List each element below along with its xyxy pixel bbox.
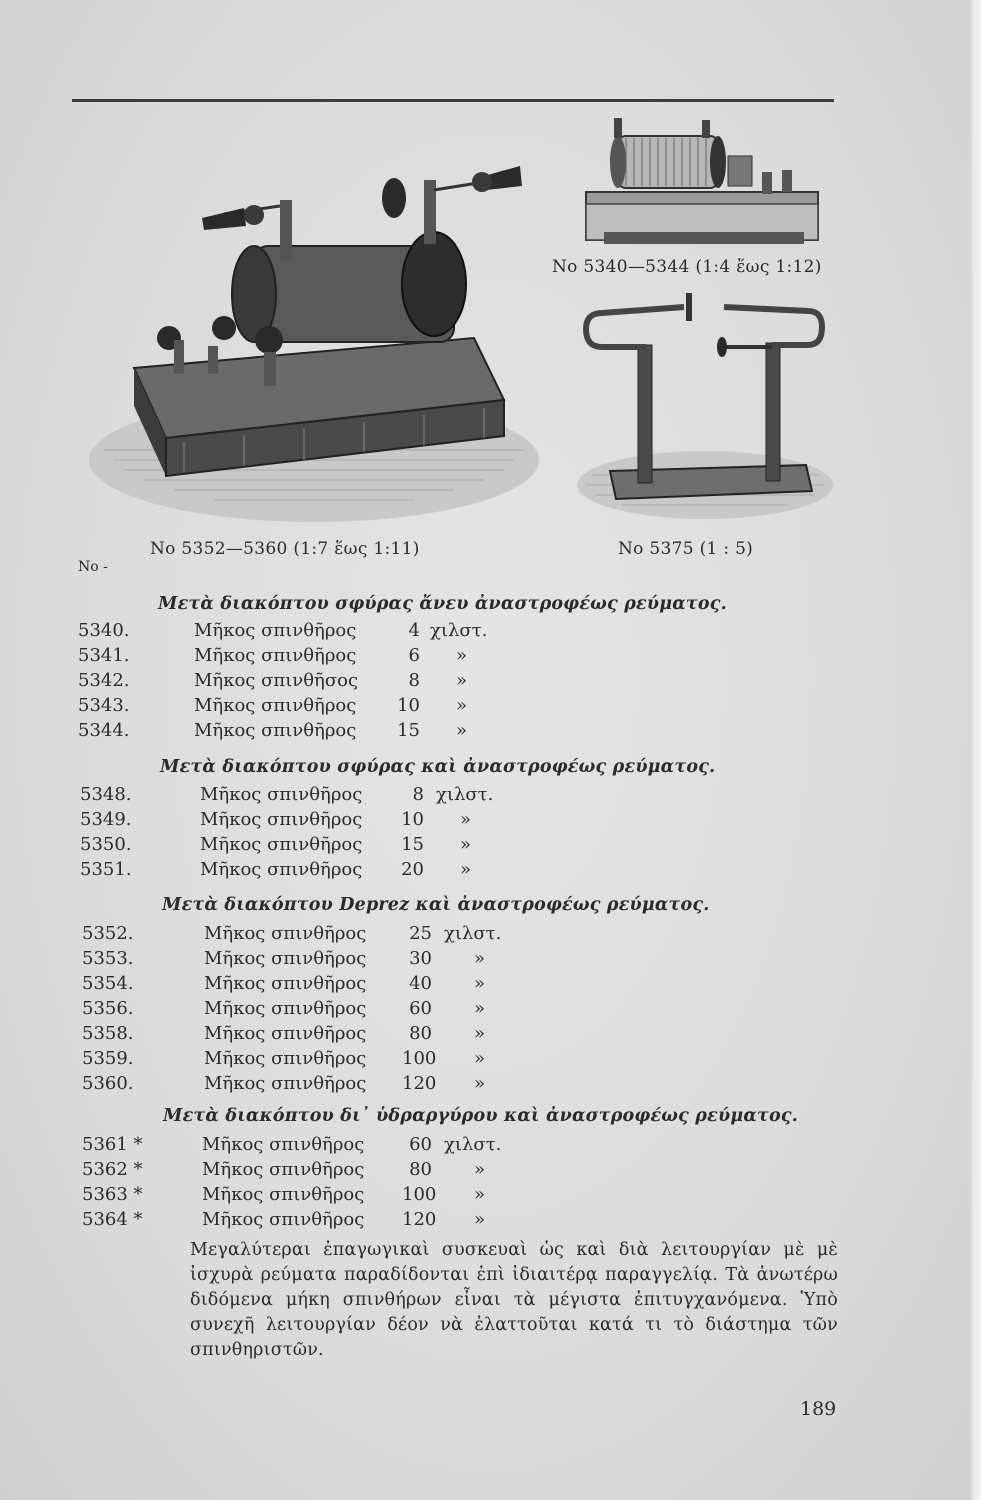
item-spark-length: 80 [409, 1159, 432, 1180]
item-spark-length: 120 [402, 1073, 437, 1094]
item-unit: » [456, 695, 468, 716]
item-description: Μῆκος σπινθῆρος [204, 1073, 367, 1094]
item-unit: » [474, 1184, 486, 1205]
caption-fig-c: No 5375 (1 : 5) [618, 539, 754, 559]
item-description: Μῆκος σπινθῆσος [194, 670, 359, 691]
item-unit: » [474, 948, 486, 969]
item-spark-length: 60 [409, 1134, 432, 1155]
item-number: 5349. [80, 809, 132, 830]
item-description: Μῆκος σπινθῆρος [202, 1134, 365, 1155]
item-unit: » [474, 973, 486, 994]
item-unit: χιλστ. [444, 923, 502, 944]
spark-gap-stand-illustration [572, 285, 838, 525]
top-rule [72, 99, 834, 102]
item-spark-length: 40 [409, 973, 432, 994]
section-heading: Μετὰ διακόπτου δι᾿ ὑδραργύρου καὶ ἀναστροφέως ρεύματος. [163, 1106, 798, 1126]
item-number: 5341. [78, 645, 130, 666]
section-heading: Μετὰ διακόπτου σφύρας ἄνευ ἀναστροφέως ρεύματος. [158, 594, 727, 614]
item-spark-length: 80 [409, 1023, 432, 1044]
item-description: Μῆκος σπινθῆρος [194, 695, 357, 716]
item-description: Μῆκος σπινθῆρος [194, 720, 357, 741]
item-description: Μῆκος σπινθῆρος [204, 973, 367, 994]
page-number: 189 [800, 1398, 837, 1420]
page-edge [969, 0, 981, 1500]
item-unit: » [456, 670, 468, 691]
item-number: 5344. [78, 720, 130, 741]
item-spark-length: 20 [401, 859, 424, 880]
large-induction-coil-illustration [84, 160, 544, 528]
item-description: Μῆκος σπινθῆρος [200, 809, 363, 830]
item-description: Μῆκος σπινθῆρος [194, 645, 357, 666]
item-spark-length: 10 [401, 809, 424, 830]
item-number: 5359. [82, 1048, 134, 1069]
item-unit: » [456, 645, 468, 666]
item-description: Μῆκος σπινθῆρος [194, 620, 357, 641]
item-description: Μῆκος σπινθῆρος [200, 784, 363, 805]
item-unit: » [456, 720, 468, 741]
footnote-paragraph: Μεγαλύτεραι ἐπαγωγικαὶ συσκευαὶ ὡς καὶ διὰ λειτουργίαν μὲ μὲ ἰσχυρὰ ρεύματα παραδίδονται ἐπὶ ἰδιαιτέρᾳ παραγγελίᾳ. Τὰ ἀνωτέρω διδόμενα μήκη σπινθήρων εἶναι τὰ μέγιστα ἐπιτυγχανόμενα. Ὑπὸ συνεχῆ λειτουργίαν δέον νὰ ἐλαττοῦται κατά τι τὸ διάστημα τῶν σπινθηριστῶν. [190, 1240, 838, 1360]
item-number: 5340. [78, 620, 130, 641]
item-number: 5362 * [82, 1159, 143, 1180]
item-description: Μῆκος σπινθῆρος [204, 998, 367, 1019]
item-unit: χιλστ. [444, 1134, 502, 1155]
item-spark-length: 120 [402, 1209, 437, 1230]
item-description: Μῆκος σπινθῆρος [204, 1048, 367, 1069]
item-description: Μῆκος σπινθῆρος [202, 1184, 365, 1205]
item-description: Μῆκος σπινθῆρος [204, 1023, 367, 1044]
item-description: Μῆκος σπινθῆρος [202, 1209, 365, 1230]
item-spark-length: 15 [397, 720, 420, 741]
item-number: 5358. [82, 1023, 134, 1044]
item-unit: » [474, 998, 486, 1019]
item-description: Μῆκος σπινθῆρος [202, 1159, 365, 1180]
item-number: 5363 * [82, 1184, 143, 1205]
item-spark-length: 8 [412, 784, 424, 805]
item-number: 5356. [82, 998, 134, 1019]
item-unit: χιλστ. [436, 784, 494, 805]
no-column-label: No - [78, 559, 108, 575]
item-spark-length: 25 [409, 923, 432, 944]
item-unit: » [474, 1023, 486, 1044]
item-spark-length: 60 [409, 998, 432, 1019]
section-heading: Μετὰ διακόπτου Deprez καὶ ἀναστροφέως ρεύματος. [162, 895, 710, 915]
section-heading: Μετὰ διακόπτου σφύρας καὶ ἀναστροφέως ρεύματος. [160, 757, 716, 777]
item-number: 5343. [78, 695, 130, 716]
item-description: Μῆκος σπινθῆρος [200, 859, 363, 880]
item-number: 5353. [82, 948, 134, 969]
item-unit: » [474, 1159, 486, 1180]
caption-fig-a: No 5340—5344 (1:4 ἕως 1:12) [552, 257, 822, 277]
item-number: 5354. [82, 973, 134, 994]
item-spark-length: 100 [402, 1184, 437, 1205]
item-unit: » [474, 1209, 486, 1230]
item-spark-length: 4 [408, 620, 420, 641]
item-number: 5348. [80, 784, 132, 805]
item-unit: » [474, 1048, 486, 1069]
item-spark-length: 8 [408, 670, 420, 691]
item-number: 5352. [82, 923, 134, 944]
caption-fig-b: No 5352—5360 (1:7 ἕως 1:11) [150, 539, 420, 559]
item-unit: χιλστ. [430, 620, 488, 641]
item-spark-length: 6 [408, 645, 420, 666]
item-number: 5342. [78, 670, 130, 691]
item-description: Μῆκος σπινθῆρος [200, 834, 363, 855]
item-number: 5351. [80, 859, 132, 880]
item-spark-length: 15 [401, 834, 424, 855]
small-induction-coil-illustration [578, 112, 828, 252]
item-description: Μῆκος σπινθῆρος [204, 948, 367, 969]
item-number: 5361 * [82, 1134, 143, 1155]
item-unit: » [460, 809, 472, 830]
item-unit: » [474, 1073, 486, 1094]
item-spark-length: 100 [402, 1048, 437, 1069]
item-unit: » [460, 859, 472, 880]
item-number: 5360. [82, 1073, 134, 1094]
item-number: 5364 * [82, 1209, 143, 1230]
item-unit: » [460, 834, 472, 855]
item-number: 5350. [80, 834, 132, 855]
item-description: Μῆκος σπινθῆρος [204, 923, 367, 944]
item-spark-length: 10 [397, 695, 420, 716]
item-spark-length: 30 [409, 948, 432, 969]
